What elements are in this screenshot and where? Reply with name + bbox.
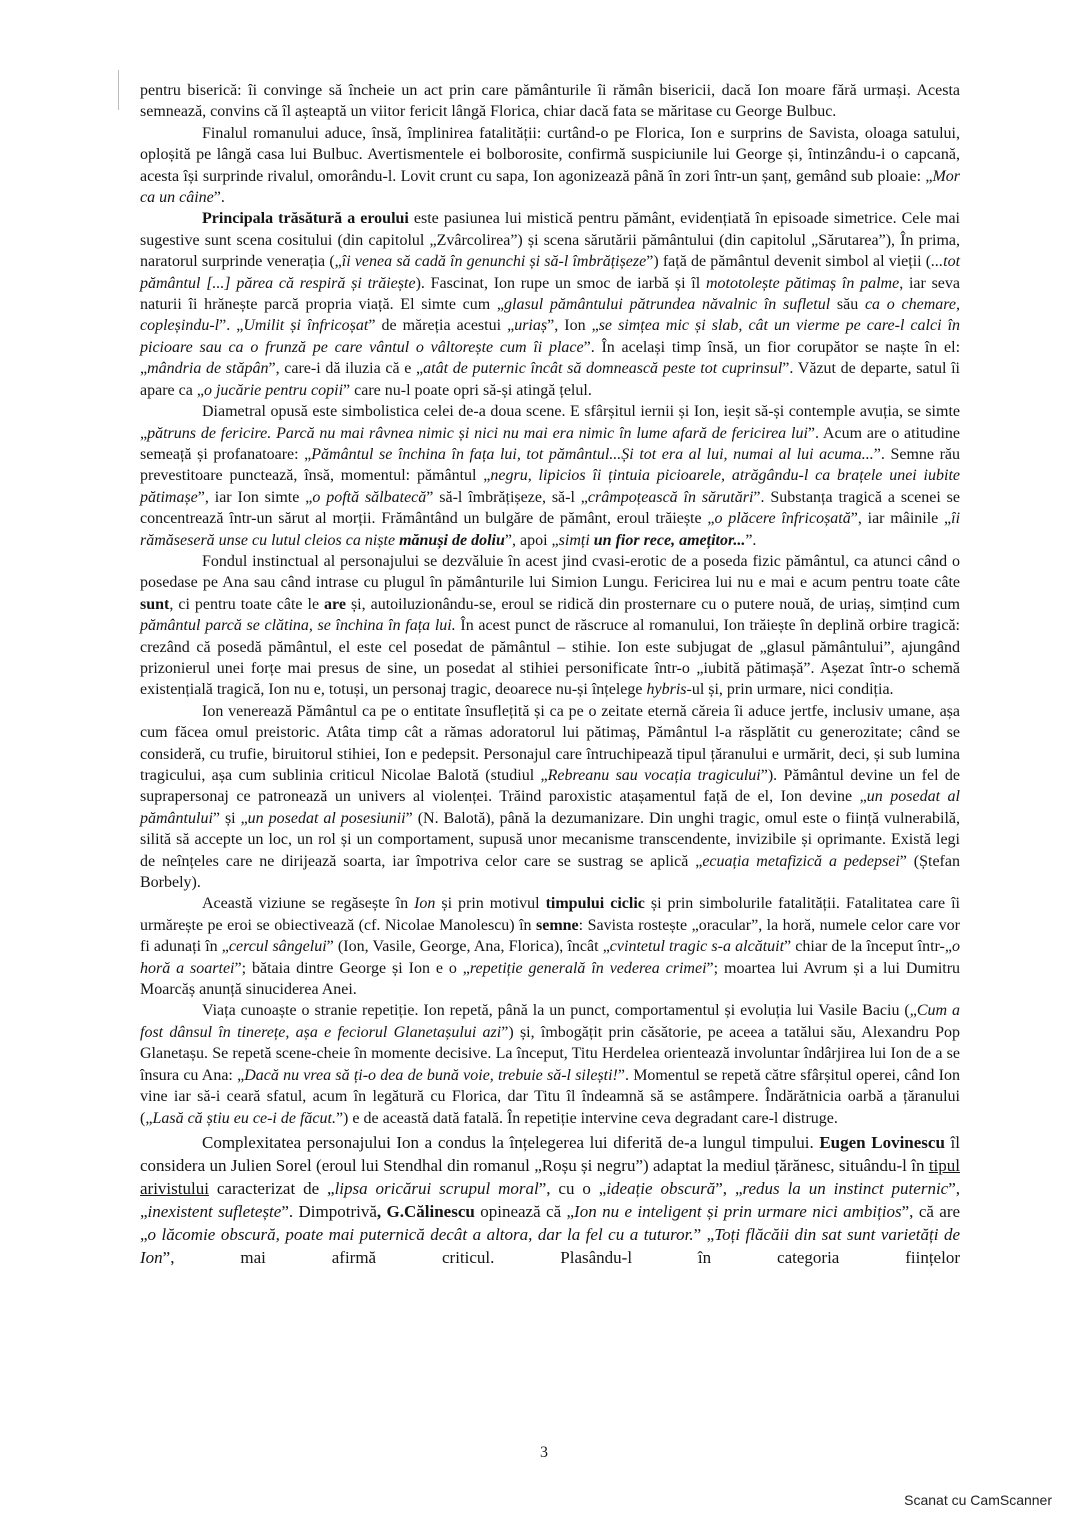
scan-margin-mark [118, 70, 119, 110]
text-run: ”, iar Ion simte „ [197, 488, 313, 506]
italic-quote: ecuația metafizică a pedepsei [702, 852, 900, 870]
text-run: Viața cunoaște o stranie repetiție. Ion repetă, până la un punct, comportamentul și evoluția lui Vasile Baciu („ [202, 1002, 917, 1020]
text-run: -ul și, prin urmare, nici condiția. [686, 681, 894, 699]
italic-quote: ca o chemare, copleșindu-l [140, 296, 960, 335]
bold-text: sunt [140, 595, 170, 613]
italic-quote: Toți flăcăii din sat sunt varietăți de Ion [140, 1224, 960, 1267]
text-run: ” chiar de la început într-„ [784, 938, 952, 956]
text-run: Această viziune se regăsește în [202, 895, 415, 913]
paragraph [140, 893, 960, 1000]
italic-quote: cercul sângelui [228, 938, 327, 956]
italic-quote: ...tot pământul [...] părea că respiră și trăiește [140, 253, 961, 292]
text-run: ” „ [693, 1224, 715, 1244]
text-run: ”; moartea lui Avrum și a lui Dumitru Moarcăș anunță sinuciderea Anei. [140, 959, 961, 999]
bold-text: Eugen Lovinescu [819, 1132, 945, 1152]
paragraph [140, 1131, 960, 1269]
text-run: ”, „ [140, 1178, 961, 1221]
text-run: caracterizat de „ [208, 1178, 335, 1198]
bold-text: mănuși de doliu [399, 531, 505, 549]
text-run: și, autoiluzionându-se, eroul se ridică din prosternare cu o putere nouă, de uriaș, simțind cum [345, 595, 961, 613]
text-run: Fondul instinctual al personajului se dezvăluie în acest jind cvasi-erotic de a poseda fizic pământul, ca atunci când o posedase pe Ana sau când intrase cu plugul în pământurile lui Simion Lungu. Fericirea lui nu e mai e acum pentru toate câte [140, 552, 960, 592]
text-run: ”. Acum are o atitudine semeață și profanatoare: „ [140, 424, 960, 463]
italic-quote: mândria de stăpân [147, 360, 269, 378]
text-run: ”. Văzut de departe, satul îi apare ca „ [140, 360, 961, 399]
paragraph [140, 123, 960, 209]
bold-text: timpului ciclic [545, 895, 645, 913]
text-run: ”, iar mâinile „ [850, 510, 952, 528]
text-run: ”, mai afirmă criticul. Plasându-l în categoria ființelor [162, 1247, 960, 1267]
text-run: pentru biserică: îi convinge să încheie un act prin care pământurile îi rămân bisericii, dacă Ion moare fără urmași. Acesta semnează, convins că îl așteaptă un viitor fericit lângă Florica, chiar dacă fata se măritase cu George Bulbuc. [140, 82, 960, 121]
text-run: ”) e de această dată fatală. În repetiție intervine ceva degradant care-l distruge. [335, 1109, 838, 1127]
text-run: ”. Dimpotrivă [281, 1201, 377, 1221]
paragraph [140, 401, 960, 551]
text-run: ”, apoi „ [504, 531, 559, 549]
camscanner-watermark: Scanat cu CamScanner [904, 1492, 1052, 1508]
italic-quote: Cum a fost dânsul în tinerețe, așa e feciorul Glanetașului azi [140, 1002, 961, 1041]
text-run: ”. Momentul se repetă către sfârșitul operei, când Ion vine iar să-i ceară sfatul, acum în legătură cu Florica, dar Titu îl îndeamnă să se astâmpere. Îndărătnicia oarbă a țăranului („ [140, 1066, 960, 1127]
italic-quote: Ion [414, 895, 436, 913]
italic-quote: îi rămăseseră unse cu lutul cleios ca niște [140, 510, 961, 549]
text-run: ”, Ion „ [547, 317, 599, 335]
text-run: În acest punct de răscruce al romanului, Ion trăiește în deplină orbire tragică: crezând că posedă pământul, el este cel posedat de pământul – stihie. Ion este subjugat de „glasul pământului”, ajungând prizonierul unei forțe mai presus de sine, un posedat al stihiei personificate într-o „iubită pătimașă”. Așezat într-o schemă existențială tragică, Ion nu e, totuși, un personaj tragic, deoarece nu-și înțelege [140, 617, 960, 699]
bold-text: un fior rece, amețitor... [593, 531, 746, 549]
italic-quote: un posedat al pământului [140, 788, 961, 827]
underlined-text: tipul arivistului [140, 1155, 960, 1198]
text-run: ” să-l îmbrățișeze, să-l „ [426, 488, 588, 506]
italic-quote: pătruns de fericire. Parcă nu mai râvnea nimic și nici nu mai era nimic în lume afară de fericirea lui [147, 424, 808, 442]
bold-text: Principala trăsătură a eroului [202, 210, 409, 228]
text-run: ” și „ [212, 809, 248, 827]
italic-quote: lipsa oricărui scrupul moral [334, 1178, 539, 1198]
paragraph [140, 80, 960, 123]
italic-quote: hybris [646, 681, 687, 699]
text-run: ”) față de pământul devenit simbol al vieții ( [646, 253, 932, 271]
italic-quote: Dacă nu vrea să ți-o dea de bună voie, trebuie să-l silești! [244, 1066, 618, 1084]
bold-text: are [324, 595, 346, 613]
text-run: său [830, 296, 865, 314]
italic-quote: crâmpoțească în sărutări [587, 488, 754, 506]
italic-quote: se simțea mic și slab, cât un vierme pe care-l calci în picioare sau ca o frunză pe care vântul o vâltorește cum îi place [140, 317, 961, 356]
italic-quote: atât de puternic încât să domnească peste tot cuprinsul [423, 360, 783, 378]
italic-quote: redus la un instinct puternic [742, 1178, 949, 1198]
italic-quote: negru, lipicios îi țintuia picioarele, atrăgându-l ca brațele unei iubite pătimașe [140, 467, 960, 506]
text-run: ”). Pământul devine un fel de suprapersonaj ce patronează un univers al violenței. Trăind paroxistic atașamentul față de el, Ion devine „ [140, 767, 960, 806]
italic-quote: Lasă că știu eu ce-i de făcut. [152, 1109, 336, 1127]
italic-quote: o jucărie pentru copii [203, 381, 344, 399]
text-run: și prin motivul [435, 895, 546, 913]
italic-quote: pământul parcă se clătina, se închina în fața lui. [140, 617, 456, 635]
text-run: ” (Ion, Vasile, George, Ana, Florica), încât „ [326, 938, 610, 956]
text-run: ”; bătaia dintre George și Ion e o „ [234, 959, 470, 977]
italic-quote: Pământul se închina în fața lui, tot pământul...Și tot era al lui, numai al lui acuma... [311, 445, 874, 463]
text-run: ”. În același timp însă, un fior corupător se naște în el: „ [140, 338, 961, 378]
text-run: ”, că are „ [140, 1201, 961, 1244]
text-run: ”, care-i dă iluzia că e „ [268, 360, 424, 378]
italic-quote: glasul pământului pătrundea năvalnic în sufletul [504, 296, 831, 314]
text-run: Ion venerează Pământul ca pe o entitate însuflețită și ca pe o zeitate eternă căreia îi aduce jertfe, inclusiv umane, așa cum făcea omul preistoric. Atâta timp cât a rămas adoratorul lui pătimaș, Pământul l-a răsplătit cu generozitate; când se consideră, cu trufie, biruitorul stihiei, Ion e pedepsit. Personajul care întruchipează tipul țăranului e urmărit, deci, și sub lumina tragicului, așa cum sublinia criticul Nicolae Balotă (studiul „ [140, 702, 960, 784]
italic-quote: Ion nu e inteligent și prin urmare nici ambițios [574, 1201, 902, 1221]
text-run: ”. Substanța tragică a scenei se concentrează într-un sărut al morții. Frământând un bulgăre de pământ, eroul trăiește „ [140, 488, 961, 528]
italic-quote: uriaș [514, 317, 548, 335]
italic-quote: mototolește pătimaș în palme [705, 274, 900, 292]
italic-quote: inexistent sufletește [147, 1201, 282, 1221]
text-run: ” de măreția acestui „ [368, 317, 515, 335]
text-run: opinează că „ [474, 1201, 575, 1221]
text-run: ”, cu o „ [538, 1178, 607, 1198]
text-run: ”. Semne rău prevestitoare punctează, însă, momentul: pământul „ [140, 445, 960, 485]
paragraph [140, 701, 960, 894]
italic-quote: o horă a soartei [140, 938, 960, 977]
italic-quote: o plăcere înfricoșată [714, 510, 851, 528]
italic-quote: o poftă sălbatecă [312, 488, 427, 506]
italic-quote: Mor ca un câine [140, 167, 960, 207]
text-run: Diametral opusă este simbolistica celei de-a doua scene. E sfârșitul iernii și Ion, ieșit să-și contemple avuția, se simte „ [140, 403, 960, 442]
document-body [140, 80, 960, 1269]
text-run: ”. „ [219, 317, 244, 335]
text-run: ” (N. Balotă), până la dezumanizare. Din unghi tragic, omul este o ființă vulnerabilă, silită să accepte un loc, un rol și un comportament, supusă unor mecanisme transcendente, invizibile și oprimante. Există legi de neînțeles care ne dirijează soarta, iar împotriva celor care se sustrag se aplică „ [140, 809, 961, 870]
bold-text: , G.Călinescu [376, 1201, 475, 1221]
text-run: și prin simbolurile fatalității. Fatalitatea care îi urmărește pe eroi se obiectivează (cf. Nicolae Manolescu) în [140, 895, 960, 934]
italic-quote: simți [558, 531, 594, 549]
text-run: , iar seva naturii îi hrănește parcă propria viață. El simte cum „ [140, 274, 961, 314]
text-run: Complexitatea personajului Ion a condus la înțelegerea lui diferită de-a lungul timpului. [202, 1132, 820, 1152]
text-run: ”. [213, 189, 225, 207]
text-run: ”) și, îmbogățit prin căsătorie, pe aceea a tatălui său, Alexandru Pop Glanetașu. Se repetă scene-cheie în momente decisive. La început, Titu Herdelea orientează involuntar îndârjirea lui Ion de a se însura cu Ana: „ [140, 1023, 961, 1084]
paragraph [140, 208, 960, 401]
text-run: ). Fascinat, Ion rupe un smoc de iarbă și îl [415, 274, 706, 292]
bold-text: semne [536, 916, 579, 934]
text-run: Finalul romanului aduce, însă, împlinirea fatalității: curtând-o pe Florica, Ion e surprins de Savista, oloaga satului, oploșită pe lângă casa lui Bulbuc. Avertismentele ei bolborosite, confirmă suspiciunile lui George și, întinzându-i o capcană, acesta își surprinde rivalul, omorându-l. Lovit crunt cu sapa, Ion agonizează până în zori într-un șanț, gemând sub ploaie: „ [140, 124, 960, 185]
italic-quote: un posedat al posesiunii [247, 809, 406, 827]
text-run: : Savista rostește „oracular”, la horă, numele celor care vor fi adunați în „ [140, 916, 961, 956]
italic-quote: Umilit și înfricoșat [243, 317, 369, 335]
page-number: 3 [540, 1444, 548, 1461]
paragraph [140, 551, 960, 701]
text-run: ”. [745, 531, 757, 549]
text-run: este pasiunea lui mistică pentru pământ, evidențiată în episoade simetrice. Cele mai sugestive sunt scena cositului (din capitolul „Zvârcolirea”) și scena sărutării pământului (din capitolul „Sărutarea”), În prima, naratorul surprinde venerația („ [140, 210, 960, 271]
paragraph [140, 1000, 960, 1128]
italic-quote: ideație obscură [606, 1178, 716, 1198]
text-run: ” care nu-l poate opri să-și atingă țelul. [343, 381, 592, 399]
text-run: îl considera un Julien Sorel (eroul lui Stendhal din romanul „Roșu și negru”) adaptat la mediul țărănesc, situându-l în [140, 1132, 960, 1175]
text-run: , ci pentru toate câte le [169, 595, 325, 613]
italic-quote: Rebreanu sau vocația tragicului [547, 767, 761, 784]
italic-quote: cvintetul tragic s-a alcătuit [609, 938, 785, 956]
italic-quote: o lăcomie obscură, poate mai puternică decât a altora, dar la fel cu a tuturor. [147, 1224, 694, 1244]
italic-quote: îi venea să cadă în genunchi și să-l îmbrățișeze [341, 253, 647, 271]
italic-quote: repetiție generală în vederea crimei [469, 959, 707, 977]
text-run: ”, „ [715, 1178, 743, 1198]
text-run: ” (Ștefan Borbely). [140, 852, 960, 892]
